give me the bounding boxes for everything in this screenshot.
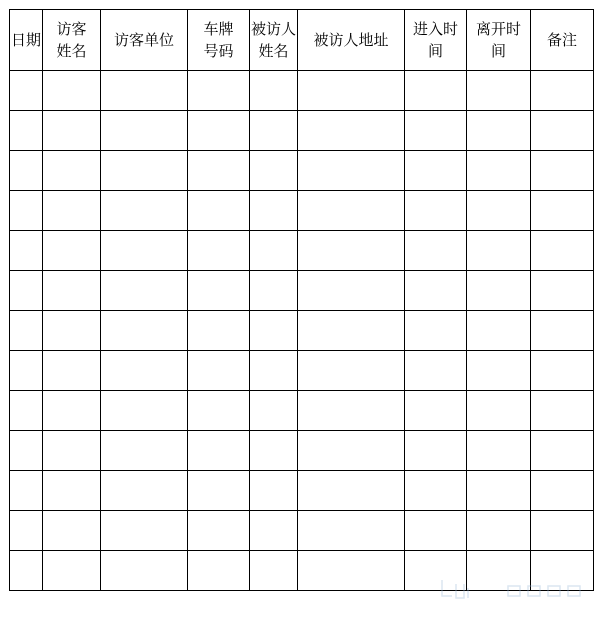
table-cell xyxy=(188,351,250,391)
table-row xyxy=(10,471,594,511)
table-cell xyxy=(531,471,594,511)
table-row xyxy=(10,431,594,471)
table-cell xyxy=(531,511,594,551)
table-cell xyxy=(250,311,298,351)
table-cell xyxy=(188,391,250,431)
table-row xyxy=(10,71,594,111)
visitor-log-table xyxy=(9,9,594,591)
table-cell xyxy=(531,151,594,191)
table-cell xyxy=(467,311,531,351)
table-cell xyxy=(188,311,250,351)
table-cell xyxy=(10,511,43,551)
table-cell xyxy=(43,431,101,471)
table-cell xyxy=(250,351,298,391)
table-cell xyxy=(405,151,467,191)
table-cell xyxy=(188,551,250,591)
table-cell xyxy=(405,71,467,111)
table-cell xyxy=(10,391,43,431)
table-cell xyxy=(405,271,467,311)
table-cell xyxy=(298,71,405,111)
header-host-name: 被访人 姓名 xyxy=(250,10,298,71)
table-cell xyxy=(405,431,467,471)
table-cell xyxy=(250,431,298,471)
table-cell xyxy=(531,351,594,391)
table-cell xyxy=(101,191,188,231)
table-cell xyxy=(101,271,188,311)
table-row xyxy=(10,511,594,551)
table-cell xyxy=(250,71,298,111)
table-cell xyxy=(467,71,531,111)
table-row xyxy=(10,311,594,351)
table-cell xyxy=(10,471,43,511)
table-cell xyxy=(43,271,101,311)
table-cell xyxy=(101,351,188,391)
table-cell xyxy=(467,111,531,151)
table-cell xyxy=(43,511,101,551)
header-host-address: 被访人地址 xyxy=(298,10,405,71)
table-cell xyxy=(250,151,298,191)
table-cell xyxy=(250,191,298,231)
table-cell xyxy=(43,151,101,191)
table-cell xyxy=(10,271,43,311)
table-cell xyxy=(467,471,531,511)
table-cell xyxy=(467,511,531,551)
table-cell xyxy=(531,111,594,151)
table-cell xyxy=(467,271,531,311)
table-cell xyxy=(298,551,405,591)
table-cell xyxy=(531,191,594,231)
table-cell xyxy=(405,471,467,511)
table-cell xyxy=(531,271,594,311)
table-cell xyxy=(250,111,298,151)
table-cell xyxy=(531,311,594,351)
table-cell xyxy=(250,231,298,271)
header-license-plate: 车牌 号码 xyxy=(188,10,250,71)
table-row xyxy=(10,391,594,431)
table-row xyxy=(10,231,594,271)
table-cell xyxy=(188,231,250,271)
table-cell xyxy=(531,71,594,111)
table-cell xyxy=(298,231,405,271)
table-cell xyxy=(467,391,531,431)
table-row xyxy=(10,151,594,191)
table-cell xyxy=(405,111,467,151)
table-cell xyxy=(101,311,188,351)
table-cell xyxy=(467,191,531,231)
header-remarks: 备注 xyxy=(531,10,594,71)
table-row xyxy=(10,271,594,311)
header-visitor-organization: 访客单位 xyxy=(101,10,188,71)
table-cell xyxy=(188,191,250,231)
table-cell xyxy=(188,71,250,111)
table-cell xyxy=(298,271,405,311)
table-cell xyxy=(43,231,101,271)
table-cell xyxy=(10,311,43,351)
table-cell xyxy=(43,191,101,231)
table-cell xyxy=(298,311,405,351)
header-entry-time: 进入时 间 xyxy=(405,10,467,71)
table-cell xyxy=(101,431,188,471)
table-cell xyxy=(405,391,467,431)
table-cell xyxy=(405,511,467,551)
table-row xyxy=(10,351,594,391)
table-cell xyxy=(298,431,405,471)
table-cell xyxy=(188,151,250,191)
table-cell xyxy=(298,151,405,191)
table-cell xyxy=(467,231,531,271)
table-cell xyxy=(10,151,43,191)
table-cell xyxy=(298,111,405,151)
table-cell xyxy=(298,511,405,551)
table-cell xyxy=(10,351,43,391)
table-cell xyxy=(405,231,467,271)
table-row xyxy=(10,111,594,151)
header-exit-time: 离开时 间 xyxy=(467,10,531,71)
table-cell xyxy=(298,391,405,431)
table-cell xyxy=(10,111,43,151)
table-cell xyxy=(405,191,467,231)
table-cell xyxy=(10,191,43,231)
table-body xyxy=(10,71,594,591)
table-cell xyxy=(250,511,298,551)
table-cell xyxy=(188,511,250,551)
table-cell xyxy=(101,551,188,591)
table-cell xyxy=(467,351,531,391)
table-cell xyxy=(188,471,250,511)
table-cell xyxy=(43,111,101,151)
table-cell xyxy=(250,271,298,311)
table-cell xyxy=(531,431,594,471)
table-cell xyxy=(101,151,188,191)
table-cell xyxy=(101,111,188,151)
table-cell xyxy=(10,231,43,271)
table-cell xyxy=(43,471,101,511)
table-cell xyxy=(405,351,467,391)
table-cell xyxy=(250,471,298,511)
table-cell xyxy=(188,431,250,471)
header-visitor-name: 访客 姓名 xyxy=(43,10,101,71)
table-cell xyxy=(101,511,188,551)
table-cell xyxy=(43,551,101,591)
table-cell xyxy=(188,271,250,311)
table-cell xyxy=(467,431,531,471)
table-cell xyxy=(298,191,405,231)
table-cell xyxy=(10,551,43,591)
table-row xyxy=(10,191,594,231)
table-cell xyxy=(43,351,101,391)
table-cell xyxy=(101,391,188,431)
table-cell xyxy=(188,111,250,151)
table-cell xyxy=(298,351,405,391)
table-cell xyxy=(101,471,188,511)
table-cell xyxy=(10,71,43,111)
watermark-logo-icon xyxy=(438,576,588,602)
table-cell xyxy=(250,391,298,431)
table-cell xyxy=(298,471,405,511)
header-row xyxy=(10,10,594,71)
table-cell xyxy=(43,71,101,111)
table-cell xyxy=(43,391,101,431)
table-cell xyxy=(10,431,43,471)
table-cell xyxy=(101,231,188,271)
table-cell xyxy=(43,311,101,351)
table-cell xyxy=(405,311,467,351)
header-date: 日期 xyxy=(10,10,43,71)
table-cell xyxy=(467,151,531,191)
table-cell xyxy=(250,551,298,591)
table-cell xyxy=(101,71,188,111)
table-cell xyxy=(531,231,594,271)
table-cell xyxy=(531,391,594,431)
